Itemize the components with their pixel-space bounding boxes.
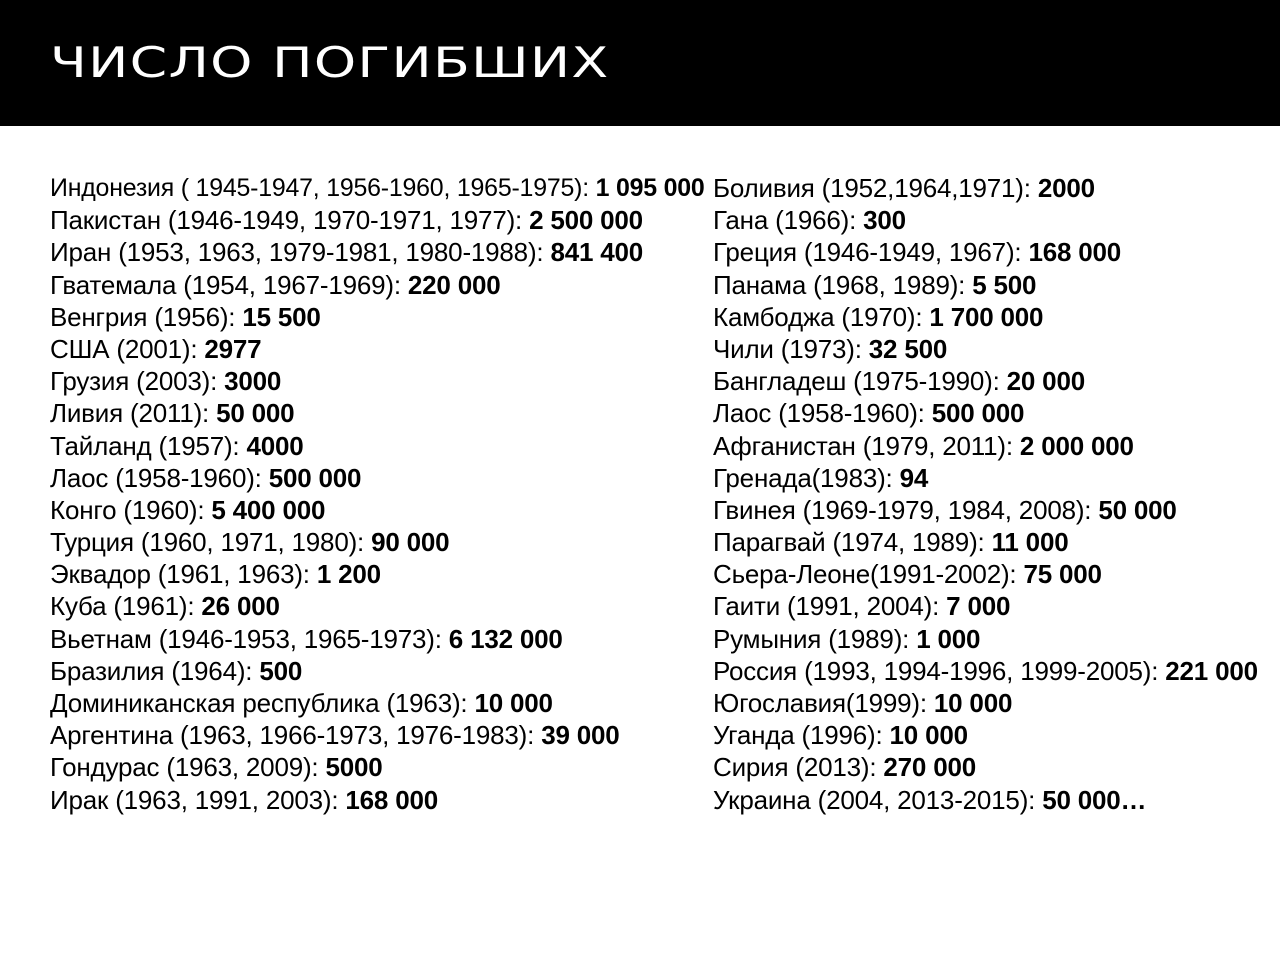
country-label: Гренада(1983): <box>713 462 900 493</box>
list-item <box>713 236 1258 268</box>
list-item <box>713 494 1258 526</box>
death-count: 5000 <box>325 752 383 783</box>
list-item <box>50 526 705 558</box>
death-count: 1 200 <box>316 559 381 590</box>
death-count: 50 000 <box>1098 494 1177 525</box>
death-count: 26 000 <box>201 591 280 622</box>
death-count: 2000 <box>1037 173 1095 203</box>
list-item <box>50 462 705 494</box>
page-title: ЧИСЛО ПОГИБШИХ <box>50 38 610 87</box>
list-item <box>50 430 705 462</box>
death-count: 94 <box>899 462 929 493</box>
country-label: Ирак (1963, 1991, 2003): <box>50 784 346 815</box>
country-label: Аргентина (1963, 1966-1973, 1976-1983): <box>50 720 542 751</box>
list-item <box>713 397 1258 429</box>
country-label: Иран (1953, 1963, 1979-1981, 1980-1988): <box>50 237 551 268</box>
death-count: 10 000 <box>474 688 553 718</box>
death-count: 5 400 000 <box>211 494 326 525</box>
death-count: 90 000 <box>371 527 450 558</box>
list-item <box>713 301 1258 333</box>
death-count: 221 000 <box>1165 655 1258 686</box>
list-item <box>50 623 705 655</box>
list-item <box>713 526 1258 558</box>
list-item <box>713 623 1258 655</box>
list-item <box>713 590 1258 622</box>
death-count: 39 000 <box>541 720 620 751</box>
list-item <box>50 397 705 429</box>
list-item <box>50 365 705 397</box>
country-label: Боливия (1952,1964,1971): <box>713 173 1038 203</box>
death-count: 3000 <box>224 366 282 397</box>
country-label: Румыния (1989): <box>713 623 917 654</box>
list-item <box>713 784 1258 816</box>
country-label: Грузия (2003): <box>50 366 225 397</box>
country-label: Венгрия (1956): <box>50 301 243 332</box>
country-label: Гондурас (1963, 2009): <box>50 752 326 783</box>
list-item <box>713 751 1258 783</box>
list-item <box>50 333 705 365</box>
list-item <box>50 301 705 333</box>
list-item <box>50 784 705 816</box>
list-item <box>50 655 705 687</box>
death-count: 4000 <box>246 430 304 461</box>
death-count: 220 000 <box>407 269 501 300</box>
country-label: Россия (1993, 1994-1996, 1999-2005): <box>713 655 1166 686</box>
death-count: 50 000… <box>1042 784 1147 815</box>
list-item <box>50 172 705 204</box>
country-label: Камбоджа (1970): <box>713 301 930 332</box>
country-label: Греция (1946-1949, 1967): <box>713 237 1029 268</box>
country-label: Эквадор (1961, 1963): <box>50 559 317 590</box>
death-count: 2 000 000 <box>1019 430 1134 461</box>
list-item <box>50 751 705 783</box>
death-count: 300 <box>863 205 906 236</box>
country-label: Тайланд (1957): <box>50 430 247 461</box>
list-item <box>713 462 1258 494</box>
list-item <box>713 365 1258 397</box>
country-label: Югославия(1999): <box>713 688 934 718</box>
country-label: Доминиканская республика (1963): <box>50 688 475 718</box>
death-count: 1 000 <box>916 623 981 654</box>
death-count: 10 000 <box>933 688 1013 718</box>
death-count: 75 000 <box>1023 559 1102 590</box>
country-label: Вьетнам (1946-1953, 1965-1973): <box>50 623 449 654</box>
list-item <box>713 204 1258 236</box>
list-item <box>713 558 1258 590</box>
list-item <box>713 655 1258 687</box>
country-label: Индонезия ( 1945-1947, 1956-1960, 1965-1975): <box>50 174 596 202</box>
country-label: Чили (1973): <box>713 333 869 364</box>
country-label: Украина (2004, 2013-2015): <box>713 784 1043 815</box>
country-label: Сьера-Леоне(1991-2002): <box>713 559 1024 590</box>
country-label: Конго (1960): <box>50 494 212 525</box>
list-item <box>713 333 1258 365</box>
list-item <box>50 719 705 751</box>
death-count: 32 500 <box>868 333 948 364</box>
death-count: 11 000 <box>991 527 1069 558</box>
country-label: Ливия (2011): <box>50 398 217 429</box>
country-label: Лаос (1958-1960): <box>50 462 269 493</box>
death-count: 168 000 <box>1028 237 1122 268</box>
country-label: Гватемала (1954, 1967-1969): <box>50 269 408 300</box>
death-count: 500 000 <box>268 462 362 493</box>
death-count: 270 000 <box>883 752 976 783</box>
death-count: 6 132 000 <box>448 623 563 654</box>
left-column-list <box>50 172 705 816</box>
death-count: 2977 <box>204 333 262 364</box>
list-item <box>50 204 705 236</box>
list-item <box>50 269 705 301</box>
death-count: 1 095 000 <box>595 174 705 202</box>
death-count: 500 000 <box>931 398 1025 429</box>
list-item <box>50 558 705 590</box>
country-label: Бразилия (1964): <box>50 655 260 686</box>
death-count: 168 000 <box>345 784 438 815</box>
country-label: Турция (1960, 1971, 1980): <box>50 527 372 558</box>
death-count: 841 400 <box>550 237 644 268</box>
country-label: Лаос (1958-1960): <box>713 398 932 429</box>
country-label: Уганда (1996): <box>713 720 890 751</box>
country-label: Панама (1968, 1989): <box>713 269 973 300</box>
country-label: Афганистан (1979, 2011): <box>713 430 1020 461</box>
death-count: 15 500 <box>242 301 321 332</box>
list-item <box>713 719 1258 751</box>
header-bar <box>0 0 1280 126</box>
list-item <box>713 172 1258 204</box>
list-item <box>713 430 1258 462</box>
country-label: Сирия (2013): <box>713 752 884 783</box>
death-count: 5 500 <box>972 269 1037 300</box>
list-item <box>50 236 705 268</box>
death-count: 50 000 <box>216 398 295 429</box>
death-count: 500 <box>259 655 303 686</box>
list-item <box>50 494 705 526</box>
list-item <box>50 687 705 719</box>
country-label: Гана (1966): <box>713 205 864 236</box>
country-label: Куба (1961): <box>50 591 202 622</box>
country-label: Парагвай (1974, 1989): <box>713 527 992 558</box>
country-label: Бангладеш (1975-1990): <box>713 366 1007 397</box>
list-item <box>50 590 705 622</box>
death-count: 10 000 <box>889 720 968 751</box>
death-count: 2 500 000 <box>529 205 643 236</box>
country-label: Гаити (1991, 2004): <box>713 591 947 622</box>
death-count: 7 000 <box>946 591 1011 622</box>
country-label: Пакистан (1946-1949, 1970-1971, 1977): <box>50 205 530 236</box>
country-label: Гвинея (1969-1979, 1984, 2008): <box>713 494 1099 525</box>
death-count: 20 000 <box>1006 366 1085 397</box>
list-item <box>713 269 1258 301</box>
right-column-list <box>713 172 1258 816</box>
country-label: США (2001): <box>50 333 205 364</box>
list-item <box>713 687 1258 719</box>
death-count: 1 700 000 <box>929 301 1044 332</box>
